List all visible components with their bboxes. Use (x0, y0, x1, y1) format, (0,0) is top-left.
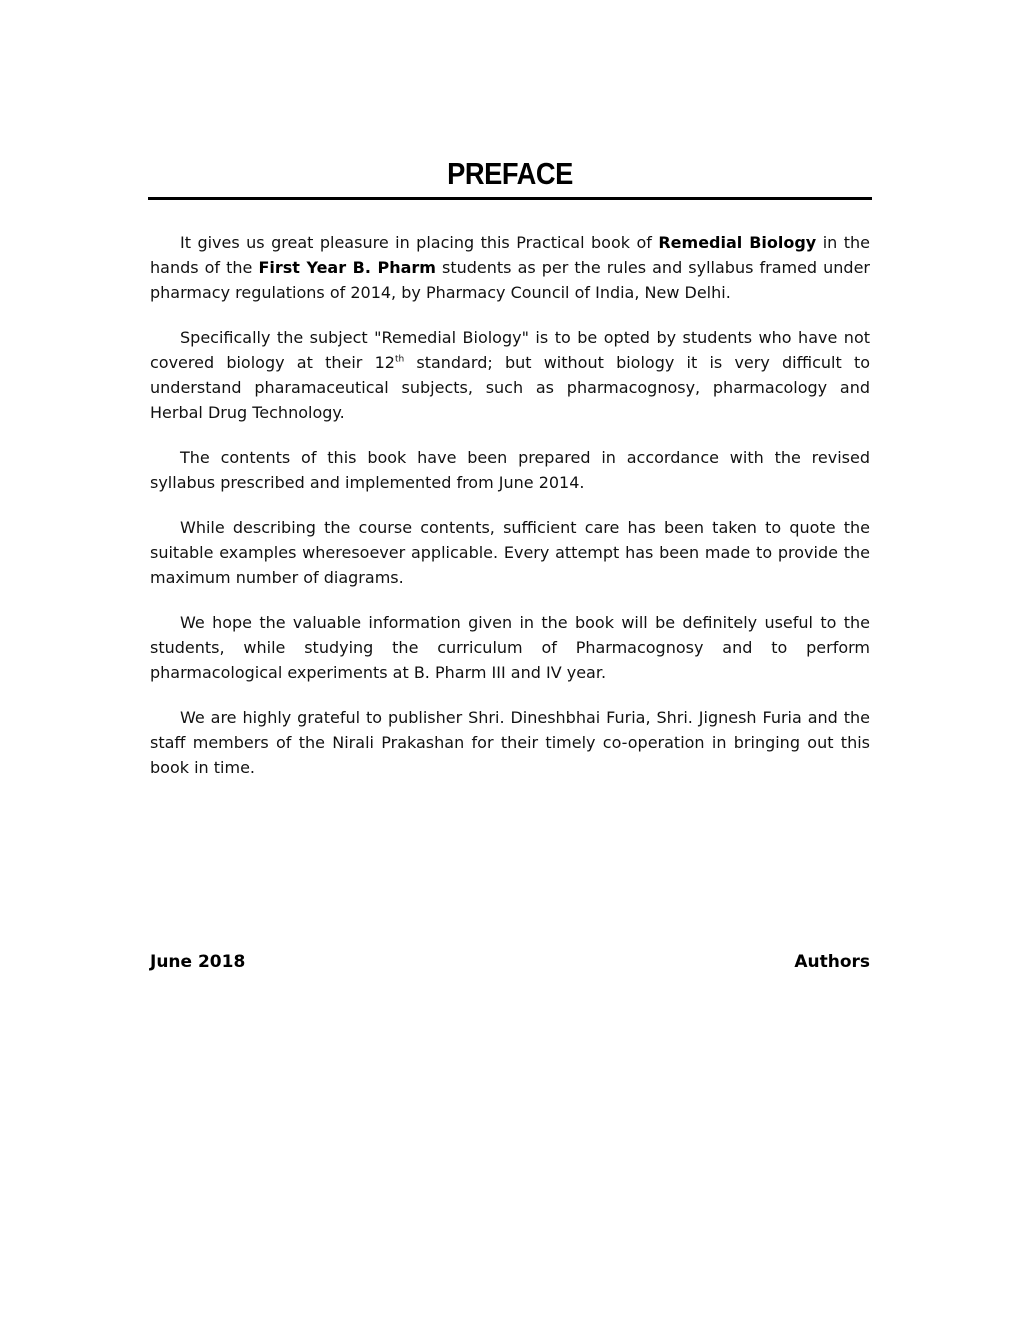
paragraph-1-text-e: students as per the rules and syllabus framed under pharmacy regulations of 2014, by Pharmacy Council of India, New Delhi. (150, 258, 870, 302)
paragraph-1-text-a: It gives us great pleasure in placing this Practical book of (180, 233, 659, 252)
preface-signature: Authors (794, 952, 870, 972)
ordinal-superscript: th (394, 354, 405, 365)
preface-date: June 2018 (150, 952, 246, 972)
signature-line (150, 952, 870, 978)
paragraph-1-text-c: in the hands of the (150, 233, 870, 277)
course-name-bold: First Year B. Pharm (258, 258, 436, 277)
paragraph-3: The contents of this book have been prepared in accordance with the revised syllabus prescribed and implemented from June 2014. (150, 448, 870, 492)
paragraph-2-text-b: standard; but without biology it is very difficult to understand pharamaceutical subjects, such as pharmacognosy, pharmacology and Herbal Drug Technology. (150, 353, 871, 422)
preface-body (150, 230, 870, 800)
paragraph-2-text-a: Specifically the subject "Remedial Biology" is to be opted by students who have not covered biology at their 12 (150, 328, 870, 372)
page-title: PREFACE (447, 156, 573, 191)
paragraph-6: We are highly grateful to publisher Shri. Dineshbhai Furia, Shri. Jignesh Furia and the staff members of the Nirali Prakashan for their timely co-operation in bringing out this book in time. (150, 708, 870, 777)
title-underline (148, 197, 872, 200)
book-title-bold: Remedial Biology (658, 233, 817, 252)
paragraph-2 (150, 325, 870, 425)
paragraph-4: While describing the course contents, sufficient care has been taken to quote the suitable examples wheresoever applicable. Every attempt has been made to provide the maximum number of diagrams. (150, 518, 870, 587)
paragraph-5: We hope the valuable information given in the book will be definitely useful to the students, while studying the curriculum of Pharmacognosy and to perform pharmacological experiments at B. Pharm III and IV year. (150, 613, 870, 682)
paragraph-1 (150, 230, 870, 305)
page (148, 0, 872, 1320)
